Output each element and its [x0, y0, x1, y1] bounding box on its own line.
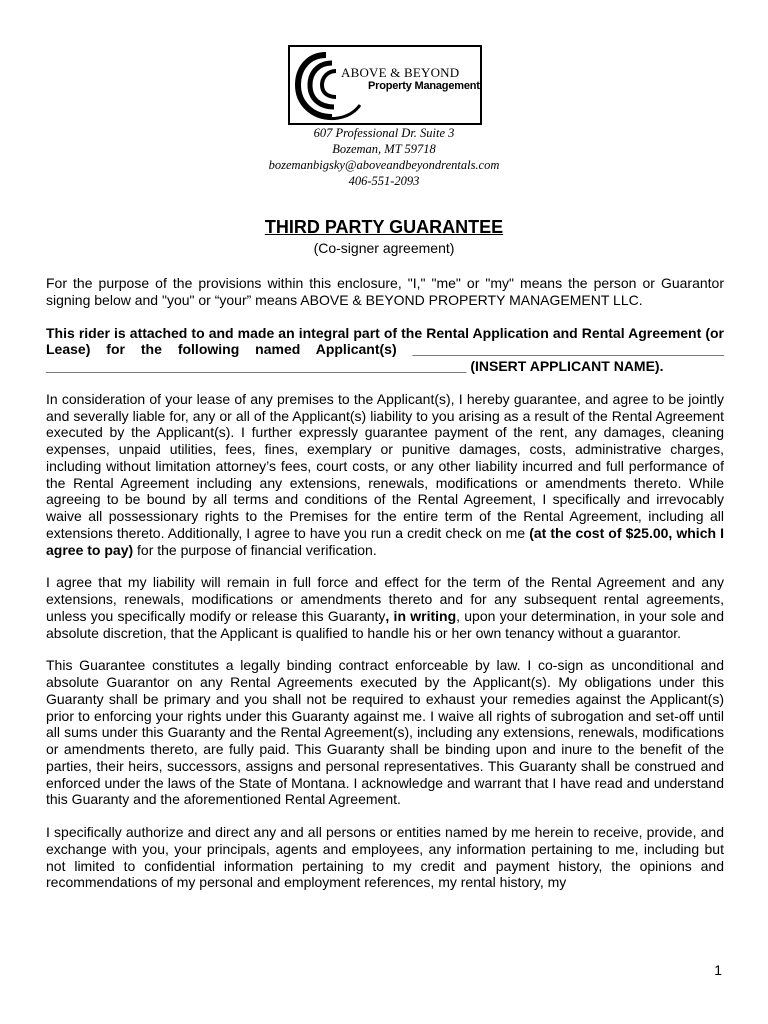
authorization-paragraph: I specifically authorize and direct any and all persons or entities named by me herein to receive, provide, and exchange with you, your principals, agents and employees, any information pertaining to me, including but not limited to confidential information pertaining to my credit and payment history, the opinions and recommendations of my personal and employment references, my rental history, my — [46, 824, 724, 891]
address-street: 607 Professional Dr. Suite 3 — [313, 126, 455, 140]
rider-paragraph: This rider is attached to and made an integral part of the Rental Application and Rental Agreement (or Lease) for the following named Applicant(s) ________________________________________ ______________________________________________________ (INSERT APPLICANT NAME). — [46, 324, 724, 374]
definitions-paragraph: For the purpose of the provisions within this enclosure, "I," "me" or "my" means the person or Guarantor signing below and "you" or “your” means ABOVE & BEYOND PROPERTY MANAGEMENT LLC. — [46, 275, 724, 308]
credit-check-cost: (at the cost of $25.00, which I agree to pay) — [46, 524, 724, 558]
document-body — [46, 275, 724, 907]
logo-company-subname: Property Management — [368, 80, 480, 92]
address-city: Bozeman, MT 59718 — [332, 142, 436, 156]
binding-contract-paragraph: This Guarantee constitutes a legally binding contract enforceable by law. I co-sign as unconditional and absolute Guarantor on any Rental Agreements executed by the Applicant(s). My obligations under this Guaranty shall be primary and you shall not be required to exhaust your remedies against the Applicant(s) prior to enforcing your rights under this Guaranty against me. I waive all rights of subrogation and set-off until all sums under this Guaranty and the Rental Agreement(s), including any extensions, renewals, modifications or amendments thereto, are fully paid. This Guaranty shall be binding upon and inure to the benefit of the parties, their heirs, successors, assigns and personal representatives. This Guaranty shall be construed and enforced under the laws of the State of Montana. I acknowledge and warrant that I have read and understand this Guaranty and the aforementioned Rental Agreement. — [46, 657, 724, 808]
consideration-paragraph — [46, 391, 724, 559]
company-logo — [288, 45, 482, 125]
in-writing-emphasis: , in writing — [385, 607, 457, 624]
liability-text-b: , upon your determination, in your sole and absolute discretion, that the Applicant is qualified to handle his or her own tenancy without a guarantor. — [46, 607, 724, 641]
address-phone: 406-551-2093 — [348, 174, 420, 188]
page-subtitle: (Co-signer agreement) — [313, 240, 455, 256]
page-number: 1 — [714, 962, 722, 978]
liability-paragraph — [46, 574, 724, 641]
swoosh-logo-icon — [292, 49, 362, 123]
page-title: THIRD PARTY GUARANTEE — [264, 217, 504, 237]
consideration-text-b: for the purpose of financial verification. — [133, 541, 377, 558]
consideration-text-a: In consideration of your lease of any premises to the Applicant(s), I hereby guarantee, and agree to be jointly and severally liable for, any or all of the Applicant(s) liability to you arising as a result of the Rental Agreement executed by the Applicant(s). I further expressly guarantee payment of the rent, any damages, cleaning expenses, unpaid utilities, fees, fines, exemplary or punitive damages, costs, administrative charges, including without limitation attorney’s fees, court costs, or any other liability incurred and full performance of the Rental Agreement including any extensions, renewals, modifications or amendments thereto. While agreeing to be bound by all terms and conditions of the Rental Agreement, I specifically and irrevocably waive all possessionary rights to the Premises for the entire term of the Rental Agreement, including all extensions thereto. Additionally, I agree to have you run a credit check on me — [46, 390, 724, 541]
liability-text-a: I agree that my liability will remain in full force and effect for the term of the Rental Agreement and any extensions, renewals, modifications or amendments thereto and for any subsequent rental agreements, unless you specifically modify or release this Guaranty — [46, 574, 724, 624]
address-email: bozemanbigsky@aboveandbeyondrentals.com — [268, 158, 500, 172]
logo-company-name: ABOVE & BEYOND — [341, 65, 460, 80]
address-block — [0, 125, 768, 189]
